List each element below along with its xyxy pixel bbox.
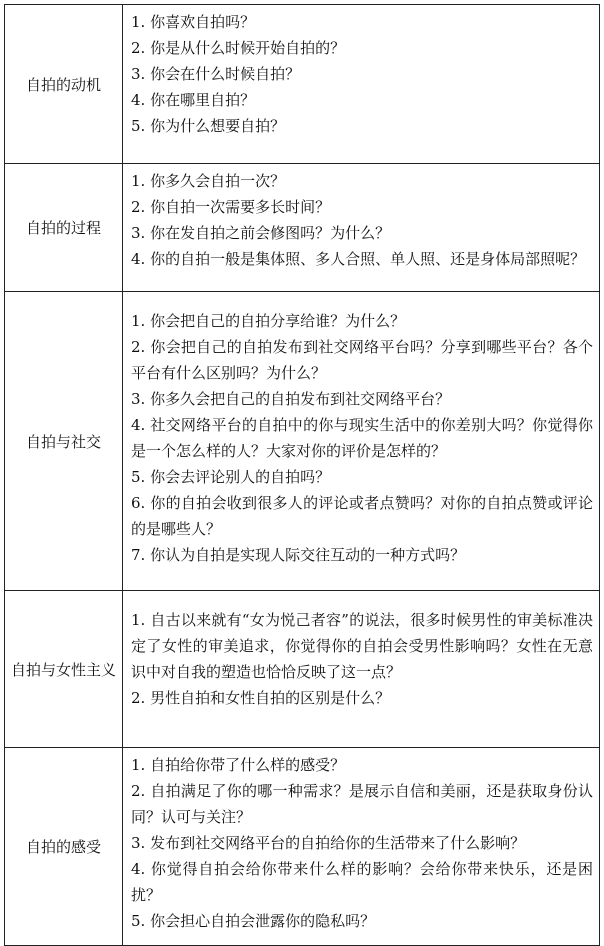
questions-cell bbox=[123, 292, 600, 591]
table-row-process bbox=[5, 164, 600, 292]
question-item: 6. 你的自拍会收到很多人的评论或者点赞吗？对你的自拍点赞或评论的是哪些人？ bbox=[131, 494, 593, 538]
question-item: 3. 你会在什么时候自拍？ bbox=[131, 65, 301, 83]
question-item: 5. 你会担心自拍会泄露你的隐私吗？ bbox=[131, 912, 376, 930]
question-item: 4. 你的自拍一般是集体照、多人合照、单人照、还是身体局部照呢？ bbox=[131, 250, 586, 268]
question-item: 4. 你在哪里自拍？ bbox=[131, 91, 256, 109]
question-item: 3. 你在发自拍之前会修图吗？为什么？ bbox=[131, 224, 391, 242]
question-item: 1. 你多久会自拍一次？ bbox=[131, 172, 286, 190]
question-item: 1. 自拍给你带了什么样的感受？ bbox=[131, 756, 346, 774]
question-item: 4. 你觉得自拍会给你带来什么样的影响？会给你带来快乐，还是困扰？ bbox=[131, 860, 593, 904]
question-item: 1. 你喜欢自拍吗？ bbox=[131, 13, 256, 31]
table-row-feelings bbox=[5, 748, 600, 946]
question-item: 3. 发布到社交网络平台的自拍给你的生活带来了什么影响？ bbox=[131, 834, 526, 852]
question-item: 2. 男性自拍和女性自拍的区别是什么？ bbox=[131, 689, 391, 707]
questions-cell bbox=[123, 164, 600, 292]
questions-cell bbox=[123, 591, 600, 748]
table-row-social bbox=[5, 292, 600, 591]
question-item: 4. 社交网络平台的自拍中的你与现实生活中的你差别大吗？你觉得你是一个怎么样的人？大家对你的评价是怎样的？ bbox=[131, 416, 593, 460]
question-item: 1. 你会把自己的自拍分享给谁？为什么？ bbox=[131, 312, 406, 330]
question-item: 2. 你自拍一次需要多长时间？ bbox=[131, 198, 331, 216]
category-cell: 自拍与社交 bbox=[5, 292, 123, 591]
question-item: 2. 自拍满足了你的哪一种需求？是展示自信和美丽，还是获取身份认同？认可与关注？ bbox=[131, 782, 593, 826]
category-cell: 自拍的感受 bbox=[5, 748, 123, 946]
question-item: 1. 自古以来就有“女为悦己者容”的说法，很多时候男性的审美标准决定了女性的审美追求，你觉得你的自拍会受男性影响吗？女性在无意识中对自我的塑造也恰恰反映了这一点？ bbox=[131, 611, 593, 681]
question-item: 3. 你多久会把自己的自拍发布到社交网络平台？ bbox=[131, 390, 451, 408]
category-cell: 自拍与女性主义 bbox=[5, 591, 123, 748]
questions-cell bbox=[123, 748, 600, 946]
table-row-feminism bbox=[5, 591, 600, 748]
questions-cell bbox=[123, 5, 600, 164]
question-item: 5. 你为什么想要自拍？ bbox=[131, 117, 286, 135]
question-item: 7. 你认为自拍是实现人际交往互动的一种方式吗？ bbox=[131, 546, 466, 564]
category-cell: 自拍的过程 bbox=[5, 164, 123, 292]
question-item: 2. 你是从什么时候开始自拍的？ bbox=[131, 39, 346, 57]
category-cell: 自拍的动机 bbox=[5, 5, 123, 164]
question-item: 5. 你会去评论别人的自拍吗？ bbox=[131, 468, 331, 486]
interview-question-table bbox=[4, 4, 600, 946]
table-row-motivation bbox=[5, 5, 600, 164]
question-item: 2. 你会把自己的自拍发布到社交网络平台吗？分享到哪些平台？各个平台有什么区别吗？为什么？ bbox=[131, 338, 593, 382]
